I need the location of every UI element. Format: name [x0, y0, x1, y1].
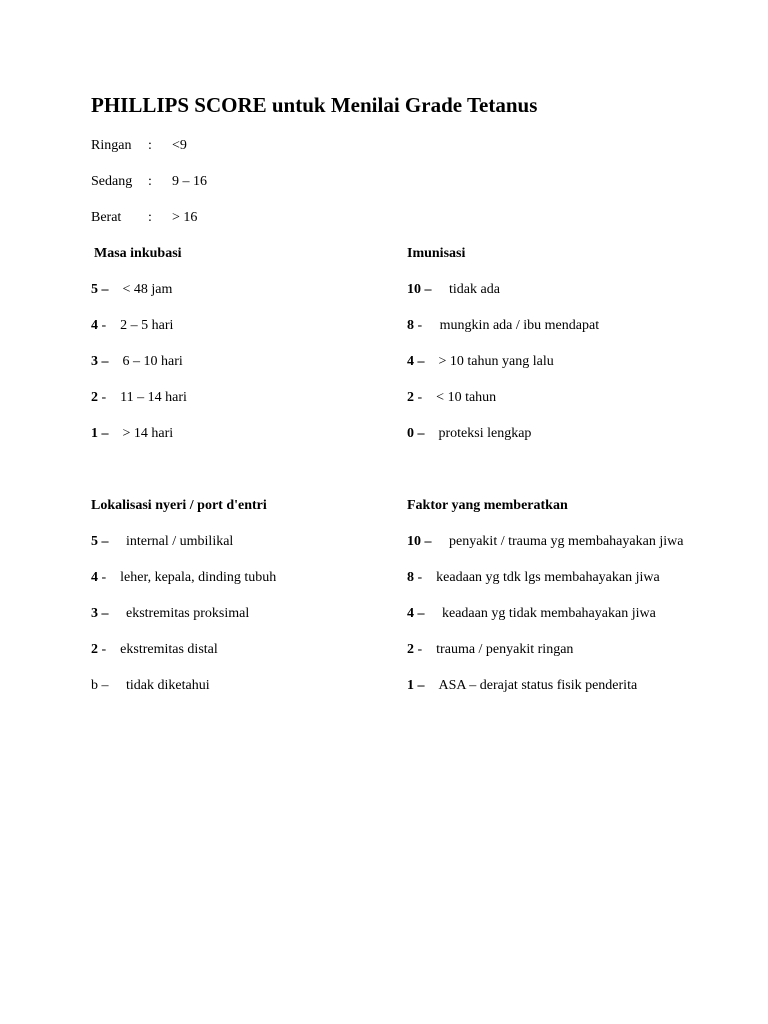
grade-name: Berat	[91, 210, 122, 225]
list-item	[407, 281, 500, 299]
list-item	[407, 641, 573, 659]
list-item	[91, 389, 187, 407]
score-sep: -	[101, 318, 107, 333]
item-desc: < 48 jam	[122, 282, 173, 297]
item-desc: keadaan yg tidak membahayakan jiwa	[442, 606, 656, 621]
item-desc: > 14 hari	[122, 426, 174, 441]
list-item	[91, 317, 173, 335]
list-item	[407, 353, 554, 371]
score-sep: -	[101, 570, 107, 585]
score-label: 4 –	[407, 606, 425, 621]
list-item	[91, 425, 173, 443]
score-label: 2	[91, 642, 98, 657]
score-label: 10 –	[407, 282, 432, 297]
item-desc: < 10 tahun	[436, 390, 497, 405]
item-desc: tidak ada	[449, 282, 500, 297]
section-heading: Imunisasi	[407, 246, 466, 261]
list-item	[407, 425, 531, 443]
list-item	[407, 677, 637, 695]
grade-colon: :	[148, 210, 152, 225]
score-label: 8	[407, 570, 414, 585]
item-desc: 2 – 5 hari	[120, 318, 174, 333]
item-desc: 6 – 10 hari	[122, 354, 183, 369]
item-desc: ekstremitas proksimal	[126, 606, 250, 621]
score-sep: -	[101, 642, 107, 657]
list-item	[91, 533, 233, 551]
grade-colon: :	[148, 174, 152, 189]
score-label: 0 –	[407, 426, 425, 441]
item-desc: ekstremitas distal	[120, 642, 218, 657]
item-desc: > 10 tahun yang lalu	[438, 354, 554, 369]
list-item	[91, 677, 210, 695]
item-desc: 11 – 14 hari	[120, 390, 187, 405]
section-heading: Masa inkubasi	[94, 246, 182, 261]
section-heading: Faktor yang memberatkan	[407, 498, 568, 513]
grade-colon: :	[148, 138, 152, 153]
score-label: 5 –	[91, 534, 109, 549]
score-sep: -	[417, 570, 423, 585]
grade-berat	[91, 209, 197, 227]
list-item	[407, 389, 496, 407]
score-label: 10 –	[407, 534, 432, 549]
list-item	[91, 281, 172, 299]
score-label: 4 –	[407, 354, 425, 369]
item-desc: keadaan yg tdk lgs membahayakan jiwa	[436, 570, 660, 585]
score-label: 8	[407, 318, 414, 333]
grade-sedang	[91, 173, 207, 191]
list-item	[91, 569, 276, 587]
item-desc: leher, kepala, dinding tubuh	[120, 570, 277, 585]
item-desc: ASA – derajat status fisik penderita	[438, 678, 638, 693]
grade-value: 9 – 16	[172, 174, 207, 189]
grade-ringan	[91, 137, 187, 155]
item-desc: penyakit / trauma yg membahayakan jiwa	[449, 534, 684, 549]
item-desc: tidak diketahui	[126, 678, 210, 693]
score-label: 1 –	[407, 678, 425, 693]
section-heading: Lokalisasi nyeri / port d'entri	[91, 498, 267, 513]
score-label: 4	[91, 318, 98, 333]
list-item	[407, 605, 656, 623]
score-label: 1 –	[91, 426, 109, 441]
score-label: 2	[407, 390, 414, 405]
score-label: 2	[91, 390, 98, 405]
score-sep: -	[417, 318, 423, 333]
list-item	[407, 569, 660, 587]
list-item	[407, 533, 683, 551]
item-desc: proteksi lengkap	[438, 426, 532, 441]
score-label: 3 –	[91, 354, 109, 369]
item-desc: trauma / penyakit ringan	[436, 642, 574, 657]
grade-name: Sedang	[91, 174, 133, 189]
score-label: 3 –	[91, 606, 109, 621]
score-sep: -	[417, 390, 423, 405]
score-label: 5 –	[91, 282, 109, 297]
item-desc: internal / umbilikal	[126, 534, 234, 549]
grade-name: Ringan	[91, 138, 132, 153]
score-sep: -	[417, 642, 423, 657]
score-sep: -	[101, 390, 107, 405]
list-item	[91, 353, 183, 371]
score-label: b –	[91, 678, 109, 693]
page-title: PHILLIPS SCORE untuk Menilai Grade Tetanus	[91, 93, 538, 117]
list-item	[91, 641, 218, 659]
grade-value: <9	[172, 138, 187, 153]
score-label: 4	[91, 570, 98, 585]
list-item	[407, 317, 599, 335]
list-item	[91, 605, 249, 623]
score-label: 2	[407, 642, 414, 657]
grade-value: > 16	[172, 210, 198, 225]
item-desc: mungkin ada / ibu mendapat	[439, 318, 600, 333]
